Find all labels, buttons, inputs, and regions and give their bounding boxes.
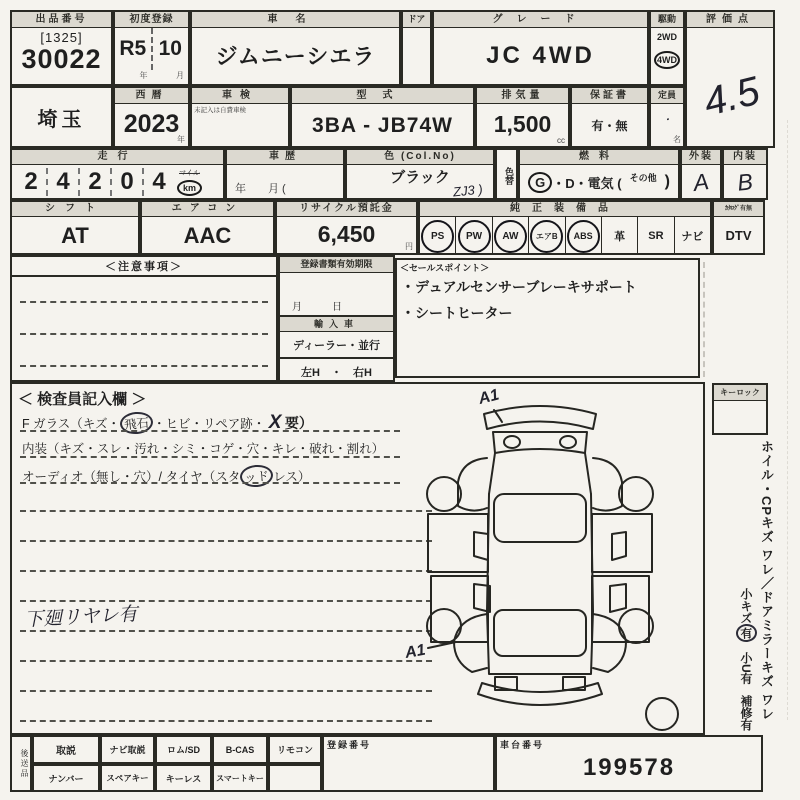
dashed-line: [20, 540, 432, 542]
score-value: 4.5: [699, 68, 764, 125]
calendar-year-value: 2023: [123, 109, 180, 138]
dashed-line: [20, 301, 268, 303]
displacement-value: 1,500: [493, 110, 552, 137]
door-right: [592, 514, 652, 572]
door-cell: [401, 10, 432, 86]
car-diagram: [400, 386, 700, 736]
dashed-line: [20, 456, 400, 458]
smart-key-cell: スマートキー: [212, 764, 268, 792]
dashed-line: [20, 365, 268, 367]
exterior-label: 外装: [682, 150, 720, 165]
glass-line: F ガラス（キズ・ 飛石 ・ヒビ・リペア跡・ X 要）: [22, 412, 313, 434]
color-code-handwritten: ZJ3 ): [452, 181, 484, 200]
first-reg-year: R5: [115, 28, 153, 70]
first-reg-month: 10: [158, 37, 182, 60]
dashed-line: [20, 333, 268, 335]
interior-grade-cell: [722, 148, 768, 200]
exterior-grade-cell: [680, 148, 722, 200]
warranty-cell: [570, 86, 649, 148]
color-cell: [345, 148, 495, 200]
equip-abs: ABS: [566, 217, 602, 255]
displacement-label: 排気量: [477, 88, 568, 104]
equip-navi: ナビ: [681, 231, 704, 243]
door-label: ドア: [403, 12, 430, 28]
shift-label: シフト: [12, 202, 138, 217]
color-value: ブラック: [390, 169, 450, 186]
send-later-label: 後送品: [20, 748, 29, 779]
month-day-placeholder: 月 日: [292, 302, 342, 313]
equip-pw: PW: [456, 217, 492, 255]
margin-note-main: ホイル・CPキズ ワレ／ドアミラーキズ ワレ: [759, 440, 774, 722]
drive-4wd-circled: 4WD: [654, 51, 680, 69]
warranty-label: 保証書: [572, 88, 647, 104]
mileage-digit: 2: [80, 168, 112, 196]
year-unit: 年: [139, 71, 148, 80]
chassis-number-value: 199578: [582, 754, 676, 781]
fuel-cell: [518, 148, 680, 200]
fuel-paren-close: ): [664, 173, 670, 190]
mileage-cell: [10, 148, 225, 200]
fuel-gasoline-circled: G: [528, 172, 552, 193]
right-margin-notes: [720, 440, 776, 735]
front-fender-left: [458, 458, 487, 511]
wheel-front-left: [427, 477, 461, 511]
handle-position: 左H ・ 右H: [301, 366, 372, 379]
damage-mark-rear: A1: [403, 641, 427, 662]
shaken-label: 車検: [192, 88, 288, 104]
car-name-cell: [190, 10, 401, 86]
region-value: 埼玉: [37, 108, 86, 131]
dashed-line: [20, 510, 432, 512]
mileage-digit: 2: [16, 168, 48, 196]
notice-box: [10, 255, 278, 382]
calendar-year-cell: [113, 86, 190, 148]
aircon-cell: [140, 200, 275, 255]
navi-manual-cell: ナビ取説: [100, 735, 155, 764]
send-later-cell: [10, 735, 32, 792]
recycle-fee-cell: [275, 200, 418, 255]
model-code-cell: [290, 86, 475, 148]
aircon-label: エアコン: [142, 202, 273, 217]
car-name: ジムニーシエラ: [215, 44, 376, 69]
dashed-line: [20, 482, 400, 484]
handwritten-x: X: [268, 412, 282, 433]
registration-expiry-box: [278, 255, 395, 382]
dashed-line: [20, 660, 432, 662]
car-name-label: 車名: [192, 12, 399, 28]
shaken-cell: [190, 86, 290, 148]
chassis-number-label: 車台番号: [500, 740, 545, 750]
lot-label: 出品番号: [12, 12, 111, 28]
calendar-year-unit: 年: [177, 135, 185, 144]
dashed-line: [20, 690, 432, 692]
sales-point-item: ・シートヒーター: [401, 305, 513, 321]
circle-annotation-small-scratch: 有: [735, 623, 757, 643]
shift-value: AT: [61, 222, 89, 248]
import-car-label: 輸入車: [280, 317, 393, 332]
first-registration-label: 初度登録: [115, 12, 188, 28]
chassis-number-cell: [495, 735, 763, 792]
shaken-note: 未記入は自費車検: [194, 107, 246, 114]
scan-artifact: [787, 120, 788, 720]
grade-label: グレード: [434, 12, 647, 28]
inspector-title: ＜ 検査員記入欄 ＞: [18, 391, 147, 408]
region-cell: [10, 86, 113, 148]
margin-note-sub: 小キズ有小U有補修有: [736, 440, 757, 735]
spare-key-cell: スペアキー: [100, 764, 155, 792]
equip-aw: AW: [493, 217, 529, 255]
month-unit: 月: [176, 71, 184, 80]
registration-expiry-label: 登録書類有効期限: [280, 257, 393, 273]
wheel-rear-left: [427, 609, 461, 643]
grade-value: JC 4WD: [486, 41, 595, 69]
drive-label: 駆動: [651, 12, 683, 28]
hood: [493, 432, 587, 453]
capacity-mark: ・: [662, 114, 672, 126]
capacity-label: 定員: [651, 88, 683, 104]
rom-sd-cell: ロム/SD: [155, 735, 212, 764]
lot-cell: [10, 10, 113, 86]
mileage-digit: 0: [112, 168, 144, 196]
color-change-label: 色替: [504, 167, 514, 185]
sales-points-title: ＜セールスポイント＞: [400, 263, 490, 273]
drive-2wd: 2WD: [657, 32, 677, 42]
equipment-label: 純正装備品: [420, 202, 710, 217]
scan-artifact: [703, 262, 705, 377]
lot-bracket: [1325]: [40, 30, 83, 45]
keylock-box: [712, 383, 768, 435]
keyless-cell: キーレス: [155, 764, 212, 792]
dashed-line: [20, 630, 432, 632]
interior-label: 内装: [724, 150, 766, 165]
equip-leather: 革: [602, 217, 638, 255]
rear-bumper: [478, 683, 602, 705]
interior-condition-line: 内装（キズ・スレ・汚れ・シミ・コゲ・穴・キレ・破れ・割れ）: [22, 442, 385, 456]
mileage-digit: 4: [152, 167, 166, 195]
spare-circle-mark: [646, 698, 678, 730]
model-code-label: 型式: [292, 88, 473, 104]
dtv-cell: [712, 200, 765, 255]
undercarriage-note-handwritten: 下廻リヤレ有: [23, 604, 139, 631]
audio-tire-line: オーディオ（無し・穴）/ タイヤ（スタ ッド レス）: [22, 465, 310, 487]
import-type: ディーラー・並行: [280, 332, 393, 359]
equip-ps: PS: [420, 217, 456, 255]
capacity-cell: [649, 86, 685, 148]
registration-number-cell: [322, 735, 495, 792]
wheel-front-right: [619, 477, 653, 511]
notice-title: ＜注意事項＞: [12, 257, 276, 277]
fuel-label: 燃料: [520, 150, 678, 165]
mile-unit: マイル: [179, 169, 200, 177]
recycle-fee-unit: 円: [405, 242, 413, 251]
equip-airbag: エアB: [529, 217, 565, 255]
registration-number-label: 登録番号: [327, 740, 372, 750]
mileage-digit: 4: [48, 168, 80, 196]
circle-annotation-studless: ッド: [239, 464, 274, 489]
color-change-cell: [495, 148, 518, 200]
score-cell: [685, 10, 775, 148]
capacity-unit: 名: [673, 135, 681, 144]
keylock-label: キーロック: [714, 385, 766, 401]
lot-number: 30022: [21, 44, 102, 74]
wheel-rear-right: [619, 609, 653, 643]
sales-points-box: [395, 258, 700, 378]
blank-cell: [268, 764, 322, 792]
first-registration-cell: [113, 10, 190, 86]
aircon-value: AAC: [183, 222, 232, 248]
rear-window: [494, 610, 586, 656]
sales-point-item: ・デュアルセンサーブレーキサポート: [401, 279, 637, 295]
color-label: 色 (Col.No): [347, 150, 493, 165]
front-bumper: [484, 406, 596, 429]
equipment-cell: [418, 200, 712, 255]
roof-panel: [494, 494, 586, 542]
inspector-box: [10, 382, 705, 735]
catalog-label: ｶﾀﾛｸﾞ有無: [714, 202, 763, 217]
history-value: 年 月 (: [235, 183, 286, 195]
door-left: [428, 514, 488, 572]
damage-mark-front: A1: [476, 386, 501, 408]
dashed-line: [20, 430, 400, 432]
mileage-label: 走行: [12, 150, 223, 165]
dashed-line: [20, 570, 432, 572]
calendar-year-label: 西暦: [115, 88, 188, 104]
manual-cell: 取説: [32, 735, 100, 764]
displacement-cell: [475, 86, 570, 148]
grade-cell: [432, 10, 649, 86]
history-label: 車歴: [227, 150, 343, 165]
warranty-value: 有・無: [591, 118, 628, 133]
dtv-value: DTV: [725, 228, 752, 243]
circle-annotation-stone-chip: 飛石: [119, 411, 154, 436]
recycle-fee-label: リサイクル預託金: [277, 202, 416, 217]
number-plate-cell: ナンバー: [32, 764, 100, 792]
exterior-grade: A: [691, 167, 711, 196]
equip-sunroof: SR: [638, 217, 674, 255]
displacement-unit: cc: [557, 136, 565, 145]
shift-cell: [10, 200, 140, 255]
bcas-cell: B-CAS: [212, 735, 268, 764]
front-fender-right: [593, 458, 622, 511]
remote-cell: リモコン: [268, 735, 322, 764]
history-cell: [225, 148, 345, 200]
model-code-value: 3BA - JB74W: [312, 114, 453, 137]
fuel-other-label: その他: [629, 172, 657, 183]
km-unit-circled: km: [177, 180, 202, 196]
dashed-line: [20, 720, 432, 722]
fuel-rest: ・D・電気 (: [552, 175, 622, 191]
recycle-fee-value: 6,450: [317, 220, 376, 247]
score-label: 評価点: [687, 12, 773, 28]
interior-grade: B: [735, 167, 754, 196]
